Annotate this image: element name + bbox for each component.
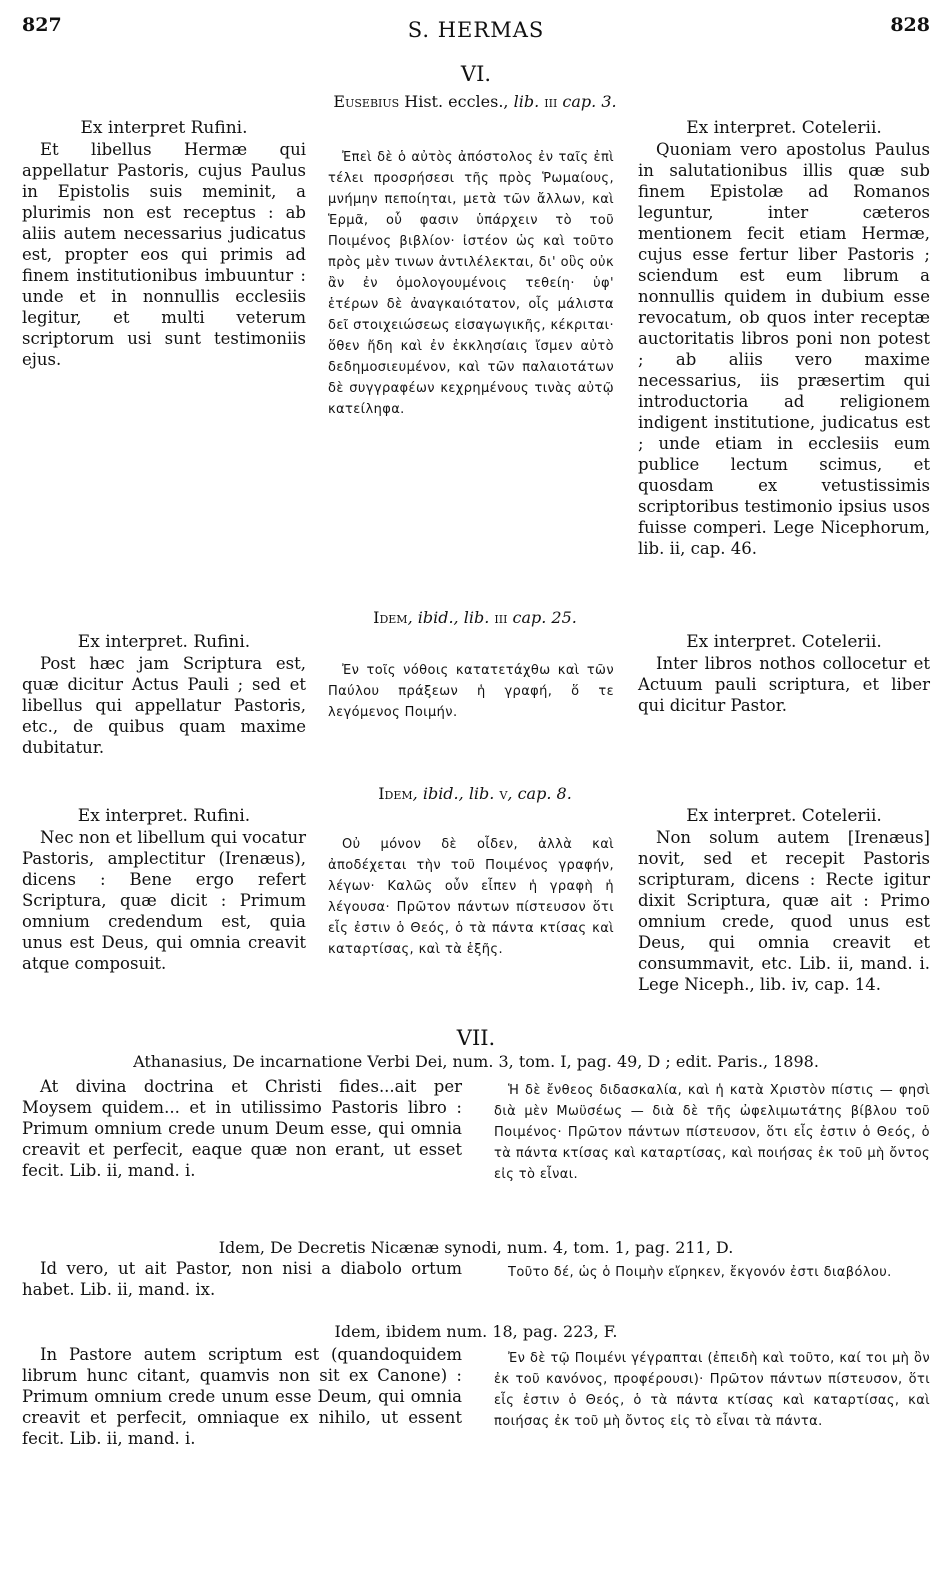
source-idem-ibidem: Idem, ibidem num. 18, pag. 223, F. (334, 1322, 618, 1341)
source-idem-25: Idem, ibid., lib. iii cap. 25. (373, 608, 577, 627)
source-text: Hist. eccles., (399, 92, 514, 111)
latin-text: At divina doctrina et Christi fides...ait per Moysem quidem... et in utilissimo Pastoris libro : Primum omnium crede unum Deum esse, qui omnia creavit et perfecit, eaque quæ non erant, ut esset fecit. Lib. ii, mand. i. (22, 1077, 462, 1180)
latin-text: Inter libros nothos collocetur et Actuum pauli scriptura, et liber qui dicitur Pastor. (638, 654, 930, 715)
source-idem-8: Idem, ibid., lib. v, cap. 8. (378, 784, 572, 803)
source-book: lib. (513, 92, 545, 111)
latin-rufini-1 (22, 118, 306, 370)
latin-text: Post hæc jam Scriptura est, quæ dicitur Actus Pauli ; sed et libellus qui appellatur Pastoris, etc., de quibus quam maxime dubitatur. (22, 654, 306, 757)
greek-text-2 (328, 660, 614, 723)
latin-text: Non solum autem [Irenæus] novit, sed et recepit Pastoris scripturam, dicens : Recte igitur dixit Scriptura, quæ ait : Primo omnium crede, quod unus est Deus, qui omnia creavit et consummavit, etc. Lib. ii, mand. i. Lege Niceph., lib. iv, cap. 14. (638, 828, 930, 994)
latin-text: In Pastore autem scriptum est (quandoquidem librum hunc citant, quamvis non sit ex Canone) : Primum omnium crede unum esse Deum, qui omnia creavit et perfecit, omniaque ex nihilo, ut essent fecit. Lib. ii, mand. i. (22, 1345, 462, 1448)
latin-text: Id vero, ut ait Pastor, non nisi a diabolo ortum habet. Lib. ii, mand. ix. (22, 1259, 462, 1299)
page-number-right: 828 (890, 14, 930, 36)
greek-text-3 (328, 834, 614, 960)
latin-text: Nec non et libellum qui vocatur Pastoris, amplectitur (Irenæus), dicens : Bene ergo refert Scriptura, quæ dicit : Primum omnium credendum est, quia unus est Deus, qui omnia creavit atque composuit. (22, 828, 306, 973)
interpret-heading: Ex interpret. Cotelerii. (686, 806, 882, 826)
source-cap: cap. 3. (557, 92, 617, 111)
page-number-left: 827 (22, 14, 62, 36)
greek-text: Ἡ δὲ ἔνθεος διδασκαλία, καὶ ἡ κατὰ Χριστὸν πίστις — φησὶ διὰ μὲν Μωϋσέως — διὰ δὲ τῆς ὠφελιμωτάτης βίβλου τοῦ Ποιμένος· Πρῶτον πάντων πίστευσον, ὅτι εἷς ἐστιν ὁ Θεός, ὁ τὰ πάντα κτίσας καὶ καταρτίσας, καὶ ποιήσας ἐκ τοῦ μὴ ὄντος εἰς τὸ εἶναι. (494, 1083, 930, 1182)
greek-text: Τοῦτο δέ, ὡς ὁ Ποιμὴν εἴρηκεν, ἔκγονόν ἐστι διαβόλου. (508, 1265, 892, 1280)
latin-rufini-2 (22, 632, 306, 758)
latin-athanasius-2 (22, 1258, 462, 1300)
latin-athanasius-1 (22, 1076, 462, 1181)
interpret-heading: Ex interpret Rufini. (80, 118, 248, 138)
latin-rufini-3 (22, 806, 306, 974)
interpret-heading: Ex interpret. Rufini. (77, 632, 251, 652)
greek-text: Ἐν δὲ τῷ Ποιμένι γέγραπται (ἐπειδὴ καὶ τοῦτο, καί τοι μὴ ὂν ἐκ τοῦ κανόνος, προφέρουσι)· Πρῶτον πάντων πίστευσον, ὅτι εἷς ἐστιν ὁ Θεός, ὁ τὰ πάντα κτίσας καὶ καταρτίσας, καὶ ποιήσας ἐκ τοῦ μὴ ὄντος εἰς τὸ εἶναι τὰ πάντα. (494, 1351, 930, 1429)
interpret-heading: Ex interpret. Cotelerii. (686, 632, 882, 652)
greek-athanasius-2 (494, 1262, 930, 1283)
latin-cotelerii-2 (638, 632, 930, 716)
source-num: iii (544, 92, 558, 111)
source-eusebius (310, 92, 640, 111)
interpret-heading: Ex interpret. Cotelerii. (686, 118, 882, 138)
latin-athanasius-3 (22, 1344, 462, 1449)
greek-text: Ἐπεὶ δὲ ὁ αὐτὸς ἀπόστολος ἐν ταῖς ἐπὶ τέλει προσρήσεσι τῆς πρὸς Ῥωμαίους, μνήμην πεποίηται, μετὰ τῶν ἄλλων, καὶ Ἑρμᾶ, οὗ φασιν ὑπάρχειν τὸ τοῦ Ποιμένος βιβλίον· ἰστέον ὡς καὶ τοῦτο πρὸς μὲν τινων ἀντιλέλεκται, δι' οὓς οὐκ ἂν ἐν ὁμολογουμένοις τεθείη· ὑφ' ἑτέρων δὲ ἀναγκαιότατον, οἷς μάλιστα δεῖ στοιχειώσεως εἰσαγωγικῆς, κέκριται· ὅθεν ἤδη καὶ ἐν ἐκκλησίαις ἴσμεν αὐτὸ δεδημοσιευμένον, καὶ τῶν παλαιοτάτων δὲ συγγραφέων κεχρημένους τινὰς αὐτῷ κατείληφα. (328, 150, 614, 417)
section-vii-numeral: VII. (456, 1026, 496, 1050)
latin-cotelerii-1 (638, 118, 930, 559)
source-author: Eusebius (333, 92, 400, 111)
latin-cotelerii-3 (638, 806, 930, 995)
latin-text: Et libellus Hermæ qui appellatur Pastoris, cujus Paulus in Epistolis suis meminit, a plurimis non est receptus : ab aliis autem necessarius judicatus est, propter eos qui primis ad finem institutionibus imbuuntur : unde et in nonnullis ecclesiis legitur, et multi veterum scriptorum usi sunt testimoniis ejus. (22, 140, 306, 369)
source-athanasius: Athanasius, De incarnatione Verbi Dei, num. 3, tom. I, pag. 49, D ; edit. Paris., 1898. (133, 1052, 819, 1071)
greek-athanasius-3 (494, 1348, 930, 1432)
source-idem-decretis: Idem, De Decretis Nicænæ synodi, num. 4, tom. 1, pag. 211, D. (218, 1238, 734, 1257)
greek-text-1 (328, 147, 614, 420)
interpret-heading: Ex interpret. Rufini. (77, 806, 251, 826)
greek-text: Ἐν τοῖς νόθοις κατατετάχθω καὶ τῶν Παύλου πράξεων ἡ γραφή, ὅ τε λεγόμενος Ποιμήν. (328, 663, 614, 720)
greek-athanasius-1 (494, 1080, 930, 1185)
greek-text: Οὐ μόνον δὲ οἶδεν, ἀλλὰ καὶ ἀποδέχεται τὴν τοῦ Ποιμένος γραφήν, λέγων· Καλῶς οὖν εἶπεν ἡ γραφὴ ἡ λέγουσα· Πρῶτον πάντων πίστευσον ὅτι εἷς ἐστιν ὁ Θεός, ὁ τὰ πάντα κτίσας καὶ καταρτίσας, καὶ τὰ ἑξῆς. (328, 837, 614, 957)
latin-text: Quoniam vero apostolus Paulus in salutationibus illis quæ sub finem Epistolæ ad Romanos leguntur, inter cæteros mentionem fecit etiam Hermæ, cujus esse fertur liber Pastoris ; sciendum est eum librum a nonnullis quidem in dubium esse revocatum, ob quos inter receptæ auctoritatis libros poni non potest ; ab aliis vero maxime necessarius, iis præsertim qui introductoria ad religionem indigent institutione, judicatus est ; unde etiam in ecclesiis eum publice lectum scimus, et quosdam ex vetustissimis scriptoribus testimonio ipsius usos fuisse comperi. Lege Nicephorum, lib. ii, cap. 46. (638, 140, 930, 558)
section-vi-numeral: VI. (460, 62, 492, 86)
running-title: S. HERMAS (407, 18, 545, 42)
